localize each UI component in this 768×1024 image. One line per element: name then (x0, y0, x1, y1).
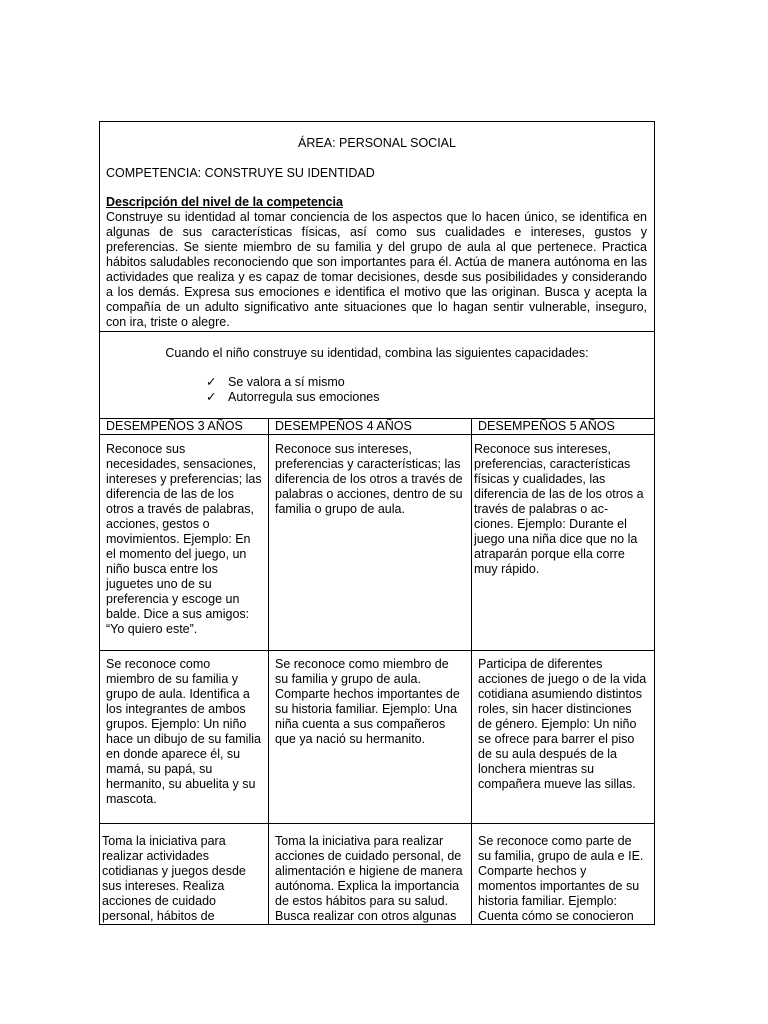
row-divider (99, 650, 655, 651)
column-divider (471, 418, 472, 925)
descripcion-heading: Descripción del nivel de la competencia (106, 195, 343, 209)
table-cell: Participa de diferentes acciones de juego o de la vida cotidiana asumiendo distintos roles, sin hacer distinciones de género. Ejemplo: Un niño se ofrece para barrer el piso de su aula después de la lonchera mientras su compañera mueve las sillas. (478, 657, 647, 791)
column-header-4-anos: DESEMPEÑOS 4 AÑOS (275, 419, 412, 433)
checkmark-icon: ✓ (206, 390, 217, 404)
capacidad-item (206, 375, 345, 390)
table-cell: Se reconoce como miembro de su familia y grupo de aula. Comparte hechos importantes de su historia familiar. Ejemplo: Una niña cuenta a sus compañeros que ya nació su hermanito. (275, 657, 460, 746)
table-cell: Toma la iniciativa para realizar actividades cotidianas y juegos desde sus intereses. Realiza acciones de cuidado personal, hábitos de (102, 834, 246, 923)
table-header-bottom-border (99, 434, 655, 435)
table-cell: Se reconoce como parte de su familia, grupo de aula e IE. Comparte hechos y momentos importantes de su historia familiar. Ejemplo: Cuenta cómo se conocieron (478, 834, 644, 923)
capacidad-label: Autorregula sus emociones (228, 390, 380, 404)
table-cell: Reconoce sus intereses, preferencias y características; las diferencia de los otros a través de palabras o acciones, dentro de su familia o grupo de aula. (275, 442, 463, 516)
table-cell: Se reconoce como miembro de su familia y grupo de aula. Identifica a los integrantes de ambos grupos. Ejemplo: Un niño hace un dibujo de su familia en donde aparece él, su mamá, su papá, su hermanito, su abuelita y su mascota. (106, 657, 261, 806)
checkmark-icon: ✓ (206, 375, 217, 389)
capacidades-intro: Cuando el niño construye su identidad, combina las siguientes capacidades: (165, 346, 589, 360)
capacidad-item (206, 390, 379, 405)
column-divider (268, 418, 269, 925)
descripcion-paragraph: Construye su identidad al tomar conciencia de los aspectos que lo hacen único, se identifica en algunas de sus características físicas, así como sus cualidades e intereses, gustos y preferencias. Se siente miembro de su familia y del grupo de aula al que pertenece. Practica hábitos saludables reconociendo que son importantes para él. Actúa de manera autónoma en las actividades que realiza y es capaz de tomar decisiones, desde sus posibilidades y considerando a los demás. Expresa sus emociones e identifica el motivo que las originan. Busca y acepta la compañía de un adulto significativo ante situaciones que lo hagan sentir vulnerable, inseguro, con ira, triste o alegre. (106, 210, 647, 329)
row-divider (99, 823, 655, 824)
area-title: ÁREA: PERSONAL SOCIAL (298, 136, 456, 150)
competencia-title: COMPETENCIA: CONSTRUYE SU IDENTIDAD (106, 166, 375, 180)
table-cell: Reconoce sus intereses, preferencias, características físicas y cualidades, las diferencia de las de los otros a través de palabras o ac-ciones. Ejemplo: Durante el juego una niña dice que no la atraparán porque ella corre muy rápido. (474, 442, 644, 576)
column-header-3-anos: DESEMPEÑOS 3 AÑOS (106, 419, 243, 433)
capacidad-label: Se valora a sí mismo (228, 375, 345, 389)
table-cell: Toma la iniciativa para realizar acciones de cuidado personal, de alimentación e higiene de manera autónoma. Explica la importancia de estos hábitos para su salud. Busca realizar con otros algunas (275, 834, 463, 923)
column-header-5-anos: DESEMPEÑOS 5 AÑOS (478, 419, 615, 433)
table-cell: Reconoce sus necesidades, sensaciones, intereses y preferencias; las diferencia de las de los otros a través de palabras, acciones, gestos o movimientos. Ejemplo: En el momento del juego, un niño busca entre los juguetes uno de su preferencia y escoge un balde. Dice a sus amigos: “Yo quiero este”. (106, 442, 262, 636)
section-divider (99, 331, 655, 332)
